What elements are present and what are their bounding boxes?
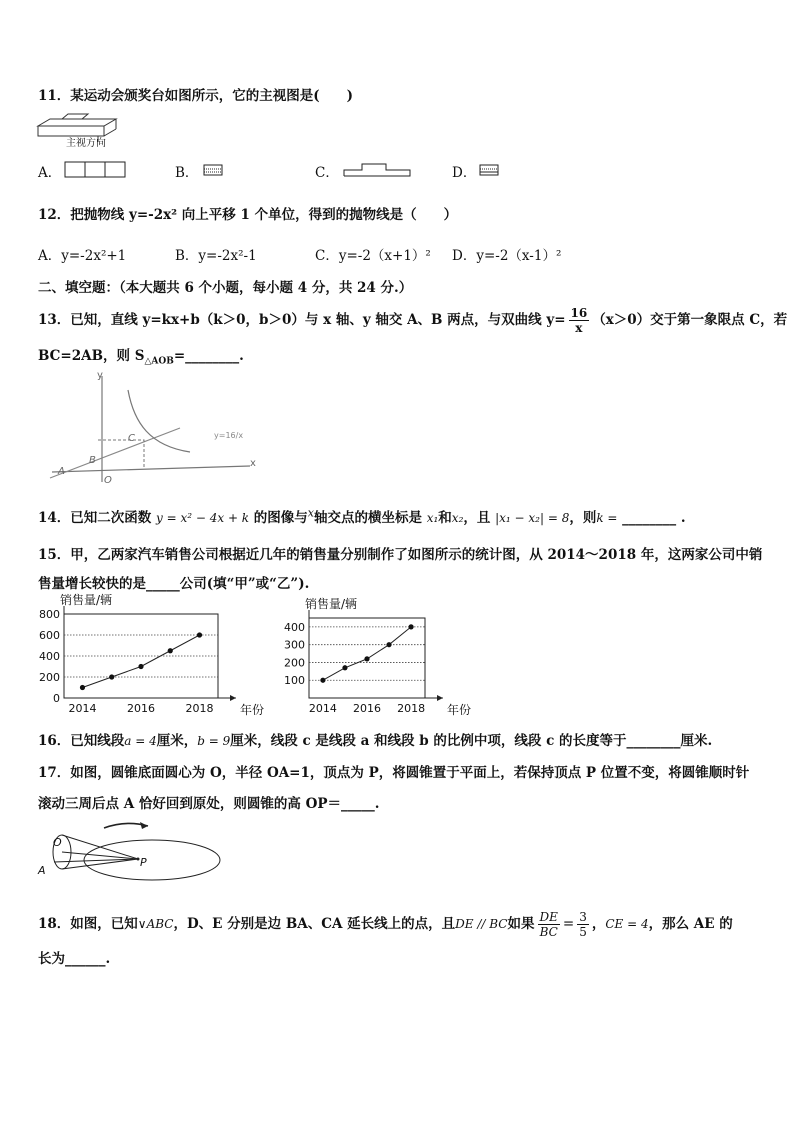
y-axis-label: 销售量/辆: [305, 597, 358, 611]
q18-ce: CE = 4: [605, 917, 649, 931]
x-tick-label: 2014: [308, 702, 337, 715]
q18-value-den: 5: [579, 925, 587, 939]
q18-line1: [38, 910, 733, 939]
q18-b: ，D、E 分别是边 BA、CA 延长线上的点，且: [173, 916, 456, 932]
q14-d: ，且: [463, 510, 491, 526]
y-tick-label: 800: [39, 608, 60, 621]
q13-frac-den: x: [575, 321, 583, 335]
q13-label-c: C: [128, 433, 135, 444]
q12-option-b: B．y=-2x²-1: [175, 248, 257, 264]
q13-line2-text: BC=2AB，则 S: [38, 348, 145, 364]
data-point: [109, 674, 114, 679]
x-axis-label: 年份: [447, 703, 472, 717]
q13-hyperbola: [128, 390, 190, 452]
q14-e: ，则: [569, 510, 597, 526]
data-point: [168, 648, 173, 653]
series-line: [82, 635, 199, 688]
q13-label-x: x: [250, 458, 256, 469]
q11-option-b-label: B．: [175, 165, 199, 181]
q14-f: ________ .: [622, 510, 686, 526]
data-point: [197, 632, 202, 637]
q14-b: 的图像与: [253, 510, 308, 526]
q17-label-o: O: [53, 836, 62, 849]
q18-c: 如果: [507, 916, 535, 932]
section-heading-fill-in: 二、填空题：（本大题共 6 个小题，每小题 4 分，共 24 分.）: [38, 280, 413, 296]
x-tick-label: 2016: [353, 702, 381, 715]
q11-option-b-figure: [203, 164, 223, 176]
q13-figure: [40, 368, 280, 488]
q13-label-o: O: [104, 475, 112, 486]
q12-option-c: C．y=-2（x+1）²: [315, 248, 431, 264]
series-line: [323, 627, 411, 680]
x-axis-arrowhead: [437, 695, 443, 701]
q11-option-c-figure: [342, 160, 412, 178]
q14-x2: x₂: [451, 511, 464, 525]
y-tick-label: 200: [284, 656, 305, 670]
y-tick-label: 200: [39, 671, 60, 684]
q18-d: ，: [591, 916, 606, 932]
q16-av: a = 4: [124, 734, 157, 748]
q14-a: 14．已知二次函数: [38, 510, 152, 526]
q11-option-a-label: A．: [38, 165, 62, 181]
q17-line2: 滚动三周后点 A 恰好回到原处，则圆锥的高 OP＝_____.: [38, 796, 380, 812]
q15-line2: 售量增长较快的是_____公司(填“甲”或“乙”).: [38, 576, 310, 592]
q12-option-d: D．y=-2（x-1）²: [452, 248, 562, 264]
q13-subscript: △AOB: [144, 356, 174, 367]
q11-option-a-figure: [64, 161, 126, 178]
q13-part1: 13．已知，直线 y=kx+b（k＞0，b＞0）与 x 轴、y 轴交 A、B 两点，与双曲线 y=: [38, 312, 566, 328]
q11-option-c-label: C．: [315, 165, 339, 181]
q13-x-axis: [52, 466, 250, 472]
y-tick-label: 400: [284, 620, 305, 634]
data-point: [138, 664, 143, 669]
q16-bv: b = 9: [197, 734, 231, 748]
q14-expr: y = x² − 4x + k: [156, 511, 250, 525]
q13-label-b: B: [89, 455, 96, 466]
q14-abs: |x₁ − x₂| = 8: [495, 511, 570, 525]
q18-ratio-fraction: [538, 910, 560, 939]
q18-a: 18．如图，已知: [38, 916, 138, 932]
q18-line2: 长为______.: [38, 951, 111, 967]
q14-k: k =: [596, 511, 618, 525]
q13-line1: [38, 306, 787, 335]
x-tick-label: 2014: [68, 702, 97, 715]
q12-text: 12．把抛物线 y=-2x² 向上平移 1 个单位，得到的抛物线是（ ）: [38, 207, 458, 223]
q13-line2-end: =________.: [173, 348, 244, 364]
y-tick-label: 0: [53, 692, 60, 705]
q15-chart-jia: [30, 592, 265, 722]
q13-label-y: y: [97, 370, 103, 381]
q14-line: [38, 506, 686, 526]
q11-option-d-figure: [479, 164, 499, 176]
q17-cone-figure: [34, 816, 234, 886]
q16-a: 16．已知线段: [38, 733, 125, 749]
q16-b: 厘米，: [156, 733, 198, 749]
q13-label-a: A: [58, 466, 65, 477]
q13-fraction: [569, 306, 590, 335]
y-tick-label: 100: [284, 674, 305, 688]
q17-label-p: P: [140, 856, 147, 869]
x-tick-label: 2018: [185, 702, 214, 715]
x-axis-arrowhead: [230, 695, 236, 701]
q14-x1: x₁: [426, 511, 439, 525]
q18-value-num: 3: [579, 910, 587, 924]
q12-option-a: A．y=-2x²+1: [38, 248, 127, 264]
q11-text: 11．某运动会颁奖台如图所示，它的主视图是( ): [38, 88, 354, 104]
q18-parallel: DE // BC: [455, 917, 508, 931]
q13-part2: （x＞0）交于第一象限点 C，若: [592, 312, 788, 328]
q13-label-curve: y=16/x: [214, 431, 244, 440]
y-tick-label: 300: [284, 638, 305, 652]
data-point: [364, 656, 369, 661]
y-tick-label: 600: [39, 629, 60, 642]
data-point: [408, 624, 413, 629]
q16-line: [38, 729, 712, 749]
q15-chart-yi: [275, 592, 475, 722]
data-point: [320, 678, 325, 683]
q15-line1: 15．甲，乙两家汽车销售公司根据近几年的销售量分别制作了如图所示的统计图，从 2014～2018 年，这两家公司中销: [38, 547, 763, 563]
data-point: [386, 642, 391, 647]
q18-frac-den: BC: [539, 925, 558, 939]
q14-and: 和: [438, 510, 452, 526]
q14-c: 轴交点的横坐标是: [314, 510, 423, 526]
q17-line1: 17．如图，圆锥底面圆心为 O，半径 OA=1，顶点为 P，将圆锥置于平面上，若保持顶点 P 位置不变，将圆锥顺时针: [38, 765, 750, 781]
q11-option-d-label: D．: [452, 165, 477, 181]
x-axis-label: 年份: [240, 703, 265, 717]
q16-c: 厘米，线段 c 是线段 a 和线段 b 的比例中项，线段 c 的长度等于________厘米.: [230, 733, 713, 749]
q18-frac-num: DE: [539, 910, 558, 924]
q18-value-fraction: [577, 910, 589, 939]
q14-xv: x: [307, 506, 315, 520]
data-point: [342, 665, 347, 670]
q18-e: ，那么 AE 的: [648, 916, 733, 932]
x-tick-label: 2018: [397, 702, 426, 715]
y-axis-label: 销售量/辆: [60, 593, 113, 607]
q18-triangle: ∨ABC: [137, 917, 174, 931]
x-tick-label: 2016: [127, 702, 155, 715]
y-tick-label: 400: [39, 650, 60, 663]
data-point: [80, 685, 85, 690]
q17-label-a: A: [38, 864, 46, 877]
q13-frac-num: 16: [570, 306, 588, 320]
q11-view-direction-label: 主视方向: [66, 138, 106, 149]
q18-equals: =: [562, 916, 575, 932]
q13-line2: [38, 344, 244, 367]
